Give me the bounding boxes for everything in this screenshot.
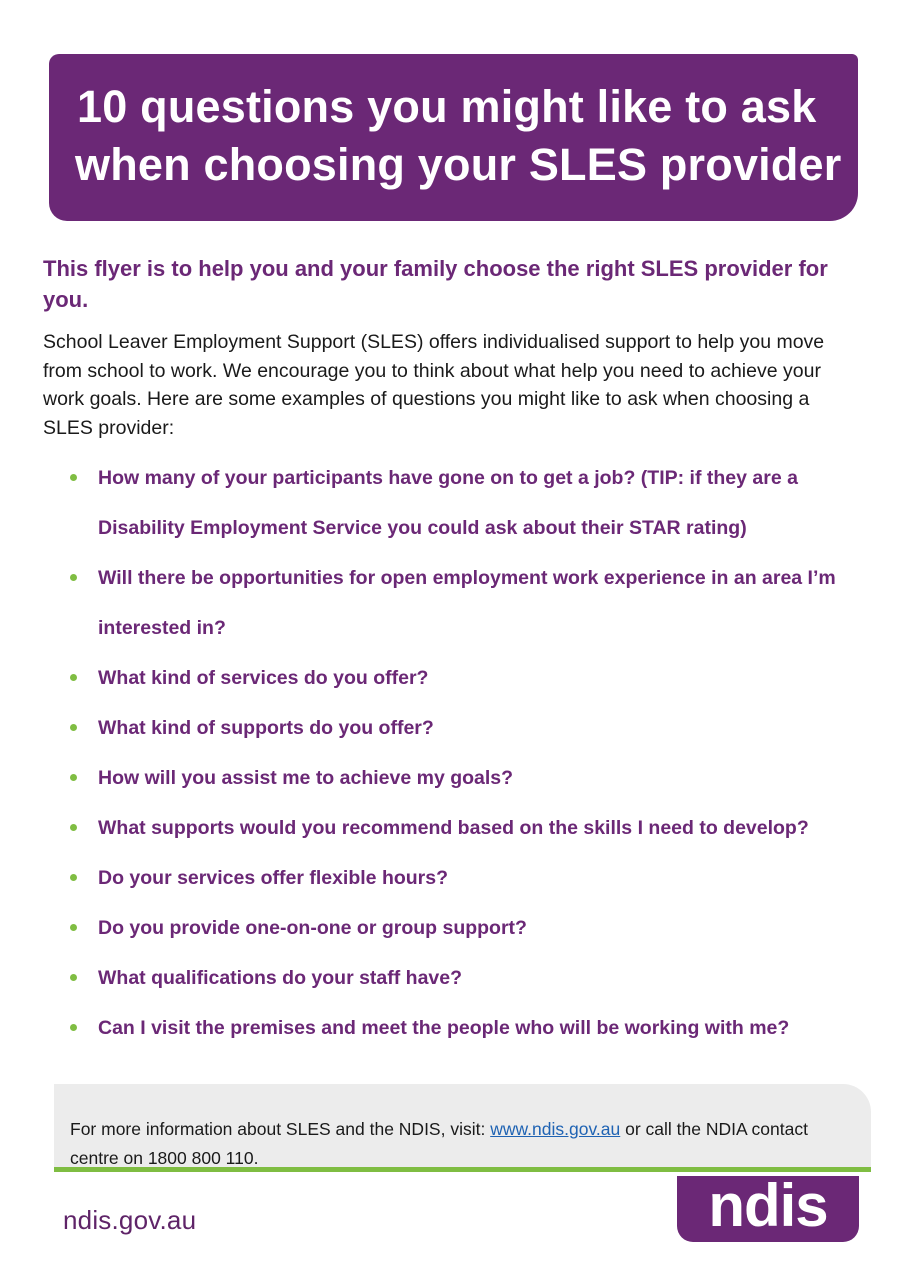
bullet-icon: [70, 674, 77, 681]
question-text: What supports would you recommend based on the skills I need to develop?: [98, 817, 809, 839]
more-info-text: [70, 1115, 850, 1173]
bullet-icon: [70, 974, 77, 981]
question-item: [70, 803, 880, 853]
bullet-icon: [70, 574, 77, 581]
page-title: [77, 78, 858, 194]
bullet-icon: [70, 874, 77, 881]
site-url: ndis.gov.au: [63, 1205, 197, 1235]
question-text: Do your services offer flexible hours?: [98, 867, 449, 889]
question-text: How will you assist me to achieve my goals?: [98, 767, 514, 789]
ndis-logo: [677, 1172, 859, 1242]
more-info-box: [54, 1084, 871, 1172]
title-banner: [49, 54, 858, 221]
question-item: [70, 853, 880, 903]
page-title-line-2: when choosing your SLES provider: [75, 139, 842, 190]
flyer-purpose-heading: This flyer is to help you and your family choose the right SLES provider for you.: [43, 256, 828, 312]
bullet-icon: [70, 724, 77, 731]
bullet-icon: [70, 824, 77, 831]
question-item: [70, 903, 880, 953]
question-item: [70, 953, 880, 1003]
question-text: What kind of supports do you offer?: [98, 717, 434, 739]
question-item: [70, 453, 880, 553]
question-item: [70, 1003, 880, 1053]
intro-paragraph: School Leaver Employment Support (SLES) offers individualised support to help you move from school to work. We encourage you to think about what help you need to achieve your work goals. Here are some examples of questions you might like to ask when choosing a SLES provider:: [43, 331, 825, 439]
question-item: [70, 653, 880, 703]
bullet-icon: [70, 1024, 77, 1031]
question-item: [70, 703, 880, 753]
question-text: Do you provide one-on-one or group support?: [98, 917, 527, 939]
bullet-icon: [70, 474, 77, 481]
bullet-icon: [70, 774, 77, 781]
question-text: What qualifications do your staff have?: [98, 967, 463, 989]
more-info-suffix: or call the NDIA contact centre on 1800 800 110.: [70, 1119, 808, 1168]
question-item: [70, 553, 880, 653]
ndis-logo-text: ndis: [708, 1172, 828, 1239]
question-text: Can I visit the premises and meet the people who will be working with me?: [98, 1017, 790, 1039]
question-text: Will there be opportunities for open employment work experience in an area I’m interested in?: [98, 567, 836, 639]
question-text: What kind of services do you offer?: [98, 667, 429, 689]
bullet-icon: [70, 924, 77, 931]
more-info-prefix: For more information about SLES and the NDIS, visit:: [70, 1119, 491, 1139]
page-title-line-1: 10 questions you might like to ask: [77, 81, 817, 132]
ndis-website-link[interactable]: www.ndis.gov.au: [490, 1119, 621, 1139]
question-item: [70, 753, 880, 803]
question-text: How many of your participants have gone on to get a job? (TIP: if they are a Disability Employment Service you could ask about their STAR rating): [98, 467, 798, 539]
questions-list: [70, 453, 880, 1053]
